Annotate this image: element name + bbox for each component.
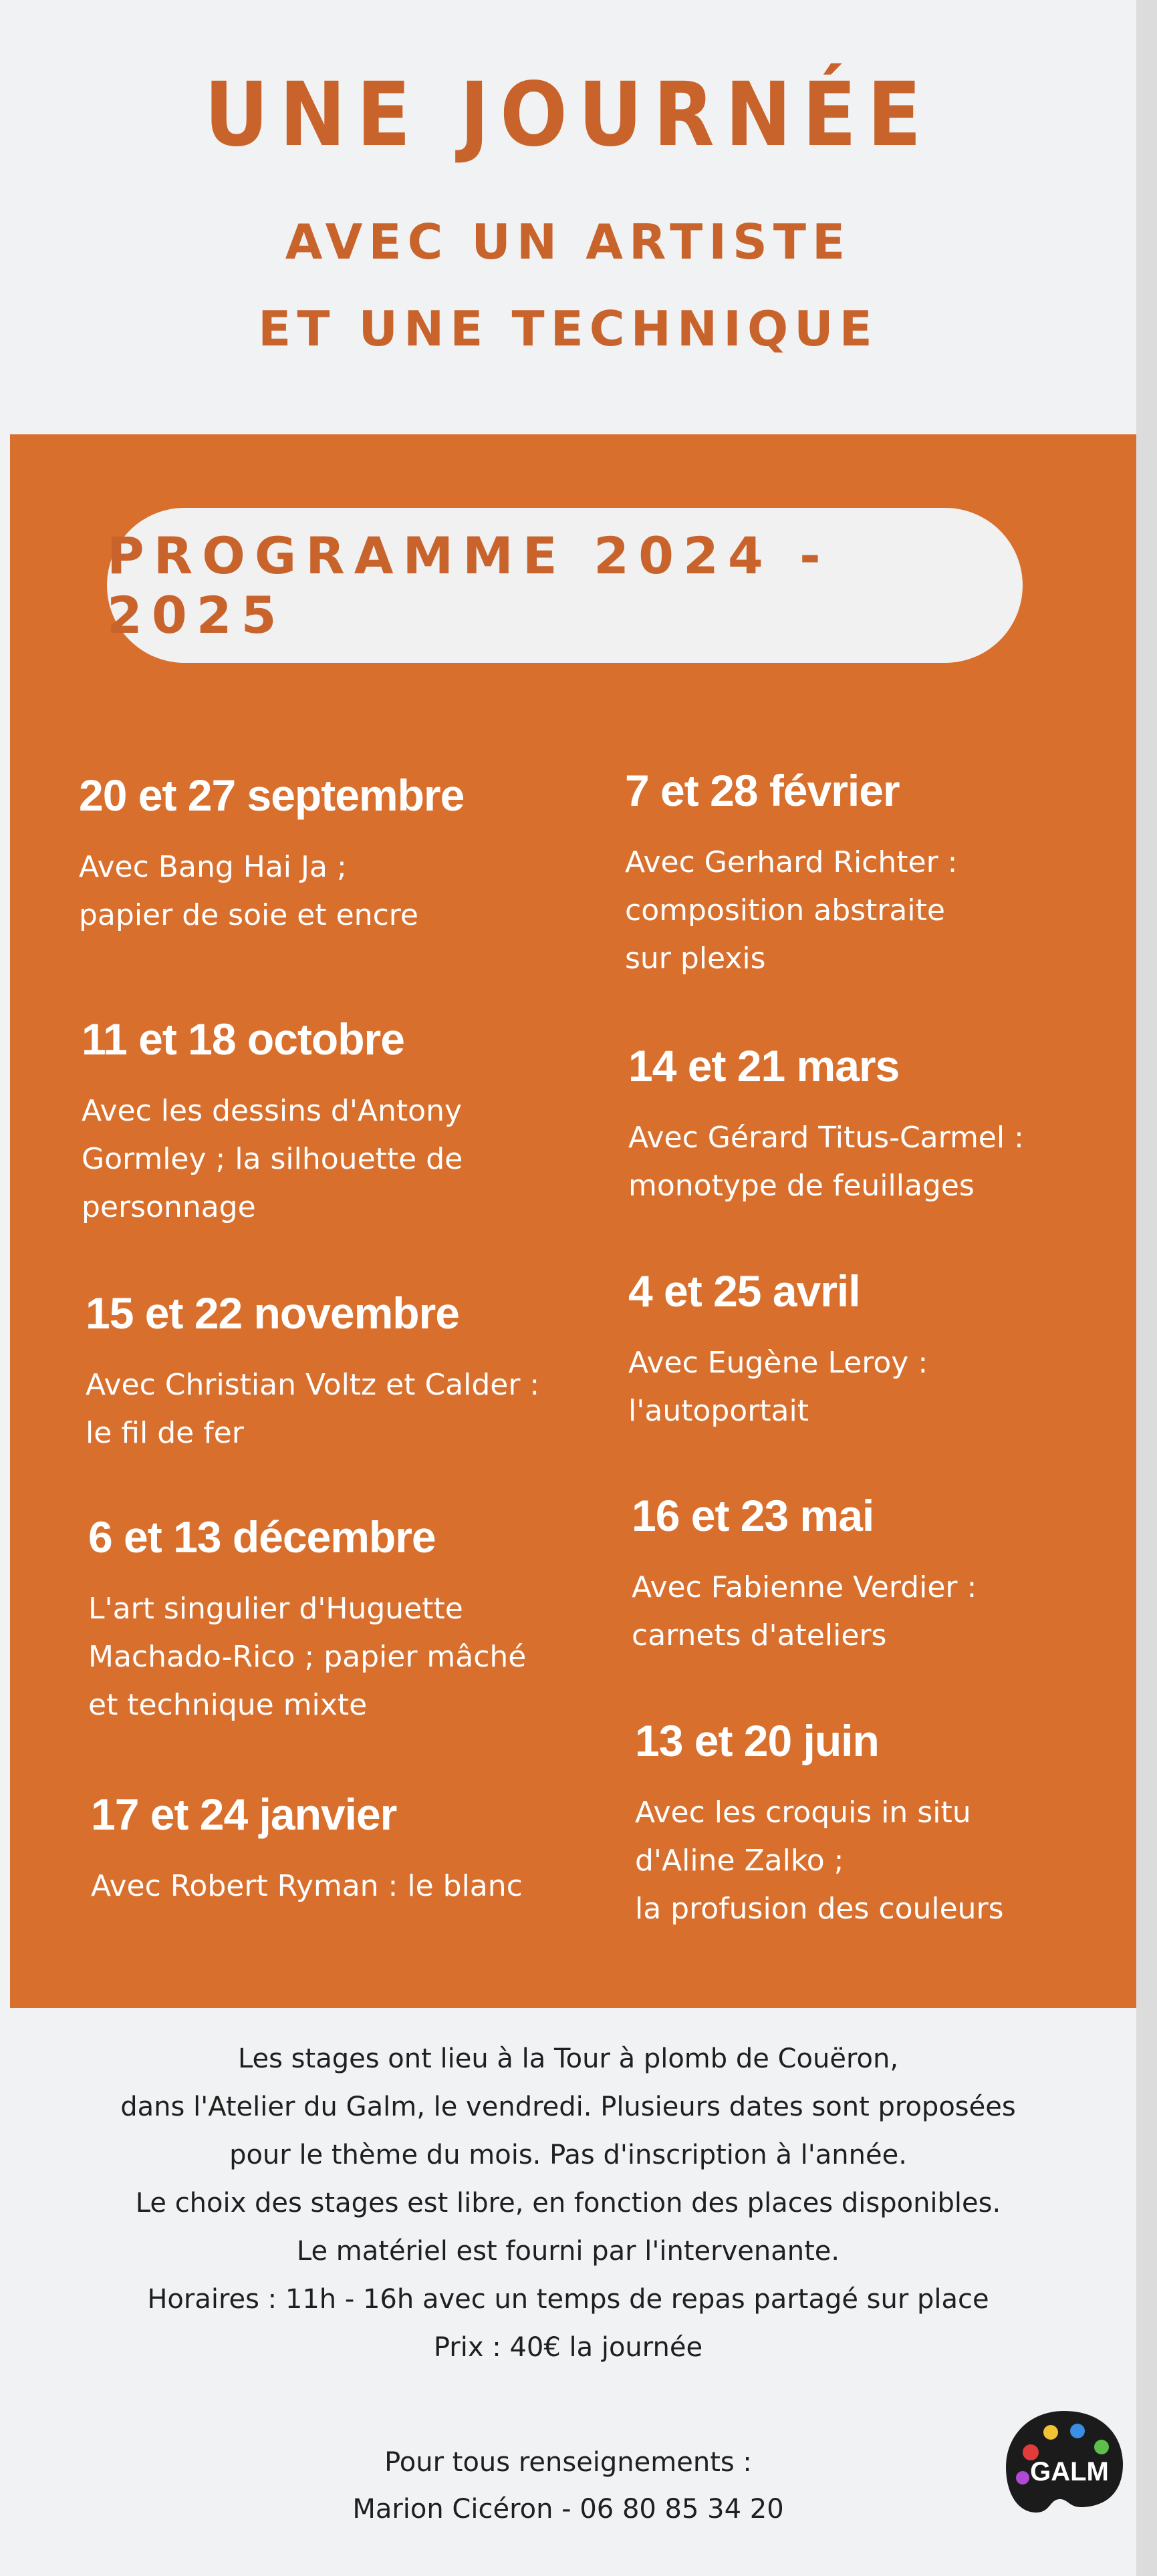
event-description-line: Avec les croquis in situ <box>635 1796 971 1830</box>
event-description-line: l'autoportait <box>628 1394 809 1428</box>
info-line: dans l'Atelier du Galm, le vendredi. Plusieurs dates sont proposées <box>120 2092 1016 2122</box>
event-description-line: Avec les dessins d'Antony <box>82 1094 462 1128</box>
event-date: 13 et 20 juin <box>635 1716 879 1765</box>
event-january <box>91 1787 612 1910</box>
event-date: 16 et 23 mai <box>632 1491 874 1540</box>
event-date: 15 et 22 novembre <box>86 1288 459 1338</box>
subtitle-line-1: AVEC UN ARTISTE <box>285 214 852 270</box>
galm-logo <box>1003 2406 1126 2523</box>
palette-icon <box>1003 2406 1126 2523</box>
event-description <box>82 1087 603 1232</box>
programme-badge <box>107 508 1023 663</box>
event-description <box>79 843 600 940</box>
event-description <box>86 1361 607 1457</box>
info-line: Les stages ont lieu à la Tour à plomb de Couëron, <box>237 2043 899 2074</box>
event-description <box>628 1339 1150 1435</box>
info-line: Le matériel est fourni par l'intervenante. <box>296 2236 840 2267</box>
subtitle-line-2: ET UNE TECHNIQUE <box>258 301 878 357</box>
event-may <box>632 1489 1153 1660</box>
event-november <box>86 1286 607 1457</box>
event-december <box>88 1510 610 1729</box>
event-date: 14 et 21 mars <box>628 1041 900 1091</box>
event-date: 6 et 13 décembre <box>88 1512 436 1562</box>
event-date: 7 et 28 février <box>625 766 900 815</box>
contact-info <box>0 2439 1136 2533</box>
event-description-line: Avec Gérard Titus-Carmel : <box>628 1121 1024 1155</box>
event-date: 11 et 18 octobre <box>82 1014 404 1064</box>
event-description-line: et technique mixte <box>88 1688 368 1722</box>
event-description-line: personnage <box>82 1190 256 1224</box>
contact-phone: Marion Cicéron - 06 80 85 34 20 <box>352 2494 784 2525</box>
event-description <box>88 1585 610 1729</box>
event-september <box>79 768 600 940</box>
logo-text: GALM <box>1030 2457 1109 2486</box>
event-february <box>625 764 1146 983</box>
event-description <box>635 1789 1156 1933</box>
event-description-line: Avec Fabienne Verdier : <box>632 1570 977 1604</box>
event-march <box>628 1039 1150 1210</box>
event-date: 20 et 27 septembre <box>79 770 465 820</box>
event-date: 17 et 24 janvier <box>91 1790 397 1839</box>
practical-info <box>0 2035 1136 2372</box>
event-description-line: d'Aline Zalko ; <box>635 1844 844 1878</box>
event-description-line: monotype de feuillages <box>628 1169 975 1203</box>
programme-label: PROGRAMME 2024 - 2025 <box>107 526 830 645</box>
event-october <box>82 1012 603 1232</box>
event-description-line: Machado-Rico ; papier mâché <box>88 1640 527 1674</box>
page-title: UNE JOURNÉE <box>204 63 932 166</box>
event-june <box>635 1714 1156 1933</box>
contact-heading: Pour tous renseignements : <box>384 2447 752 2478</box>
event-april <box>628 1264 1150 1435</box>
event-description-line: Gormley ; la silhouette de <box>82 1142 463 1176</box>
event-description-line: sur plexis <box>625 942 766 976</box>
event-description-line: papier de soie et encre <box>79 898 418 932</box>
info-line: pour le thème du mois. Pas d'inscription à l'année. <box>229 2140 907 2170</box>
event-description <box>628 1114 1150 1210</box>
event-date: 4 et 25 avril <box>628 1266 860 1316</box>
event-description-line: Avec Robert Ryman : le blanc <box>91 1869 523 1903</box>
event-description-line: carnets d'ateliers <box>632 1618 887 1653</box>
event-description-line: la profusion des couleurs <box>635 1892 1004 1926</box>
event-description-line: composition abstraite <box>625 893 945 927</box>
info-line: Le choix des stages est libre, en fonction des places disponibles. <box>135 2188 1001 2219</box>
event-description-line: Avec Eugène Leroy : <box>628 1346 928 1380</box>
event-description <box>91 1862 612 1910</box>
event-description-line: Avec Bang Hai Ja ; <box>79 850 347 884</box>
event-description-line: Avec Gerhard Richter : <box>625 845 958 879</box>
event-description-line: L'art singulier d'Huguette <box>88 1592 463 1626</box>
price-line: Prix : 40€ la journée <box>433 2332 703 2363</box>
event-description <box>632 1564 1153 1660</box>
info-line: Horaires : 11h - 16h avec un temps de repas partagé sur place <box>147 2284 989 2315</box>
event-description-line: Avec Christian Voltz et Calder : <box>86 1368 540 1402</box>
event-description-line: le fil de fer <box>86 1416 244 1450</box>
event-description <box>625 839 1146 983</box>
